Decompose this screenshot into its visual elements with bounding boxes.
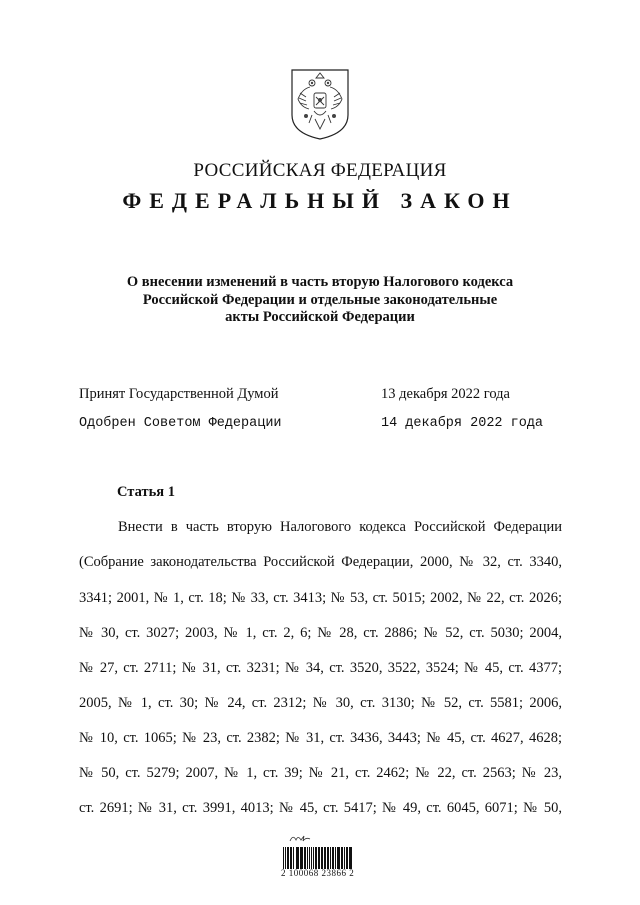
article-text-line: Внести в часть вторую Налогового кодекса Российской Федерации (118, 519, 562, 535)
article-text-line: 3341; 2001, № 1, ст. 18; № 33, ст. 3413; № 53, ст. 5015; 2002, № 22, ст. 2026; (79, 590, 562, 606)
article-text-line: № 30, ст. 3027; 2003, № 1, ст. 2, 6; № 28, ст. 2886; № 52, ст. 5030; 2004, (79, 625, 562, 641)
council-approval-label: Одобрен Советом Федерации (79, 416, 282, 431)
law-title-line: акты Российской Федерации (225, 309, 415, 325)
article-text-line: № 10, ст. 1065; № 23, ст. 2382; № 31, ст. 3436, 3443; № 45, ст. 4627, 4628; (79, 730, 562, 746)
barcode-icon (283, 847, 353, 869)
law-title (60, 274, 580, 327)
coat-of-arms-emblem (289, 67, 351, 141)
russian-coat-of-arms-icon (289, 67, 351, 141)
article-text-line: № 27, ст. 2711; № 31, ст. 3231; № 34, ст. 3520, 3522, 3524; № 45, ст. 4377; (79, 660, 562, 676)
law-title-line: Российской Федерации и отдельные законодательные (142, 291, 498, 308)
article-text-line: ст. 2691; № 31, ст. 3991, 4013; № 45, ст. 5417; № 49, ст. 6045, 6071; № 50, (79, 800, 562, 816)
article-text-line: № 50, ст. 5279; 2007, № 1, ст. 39; № 21, ст. 2462; № 22, ст. 2563; № 23, (79, 765, 562, 781)
duma-adoption-date: 13 декабря 2022 года (381, 386, 510, 402)
article-heading: Статья 1 (117, 484, 175, 500)
article-text-line: (Собрание законодательства Российской Федерации, 2000, № 32, ст. 3340, (79, 554, 562, 570)
barcode-number: 2 100068 23866 2 (281, 868, 355, 878)
duma-adoption-label: Принят Государственной Думой (79, 386, 279, 402)
document-type-heading: ФЕДЕРАЛЬНЫЙ ЗАКОН (122, 188, 518, 213)
article-text-line: 2005, № 1, ст. 30; № 24, ст. 2312; № 30, ст. 3130; № 52, ст. 5581; 2006, (79, 695, 562, 711)
country-name: РОССИЙСКАЯ ФЕДЕРАЦИЯ (193, 160, 447, 181)
law-title-line: О внесении изменений в часть вторую Налогового кодекса (126, 274, 514, 290)
council-approval-date: 14 декабря 2022 года (381, 416, 544, 431)
